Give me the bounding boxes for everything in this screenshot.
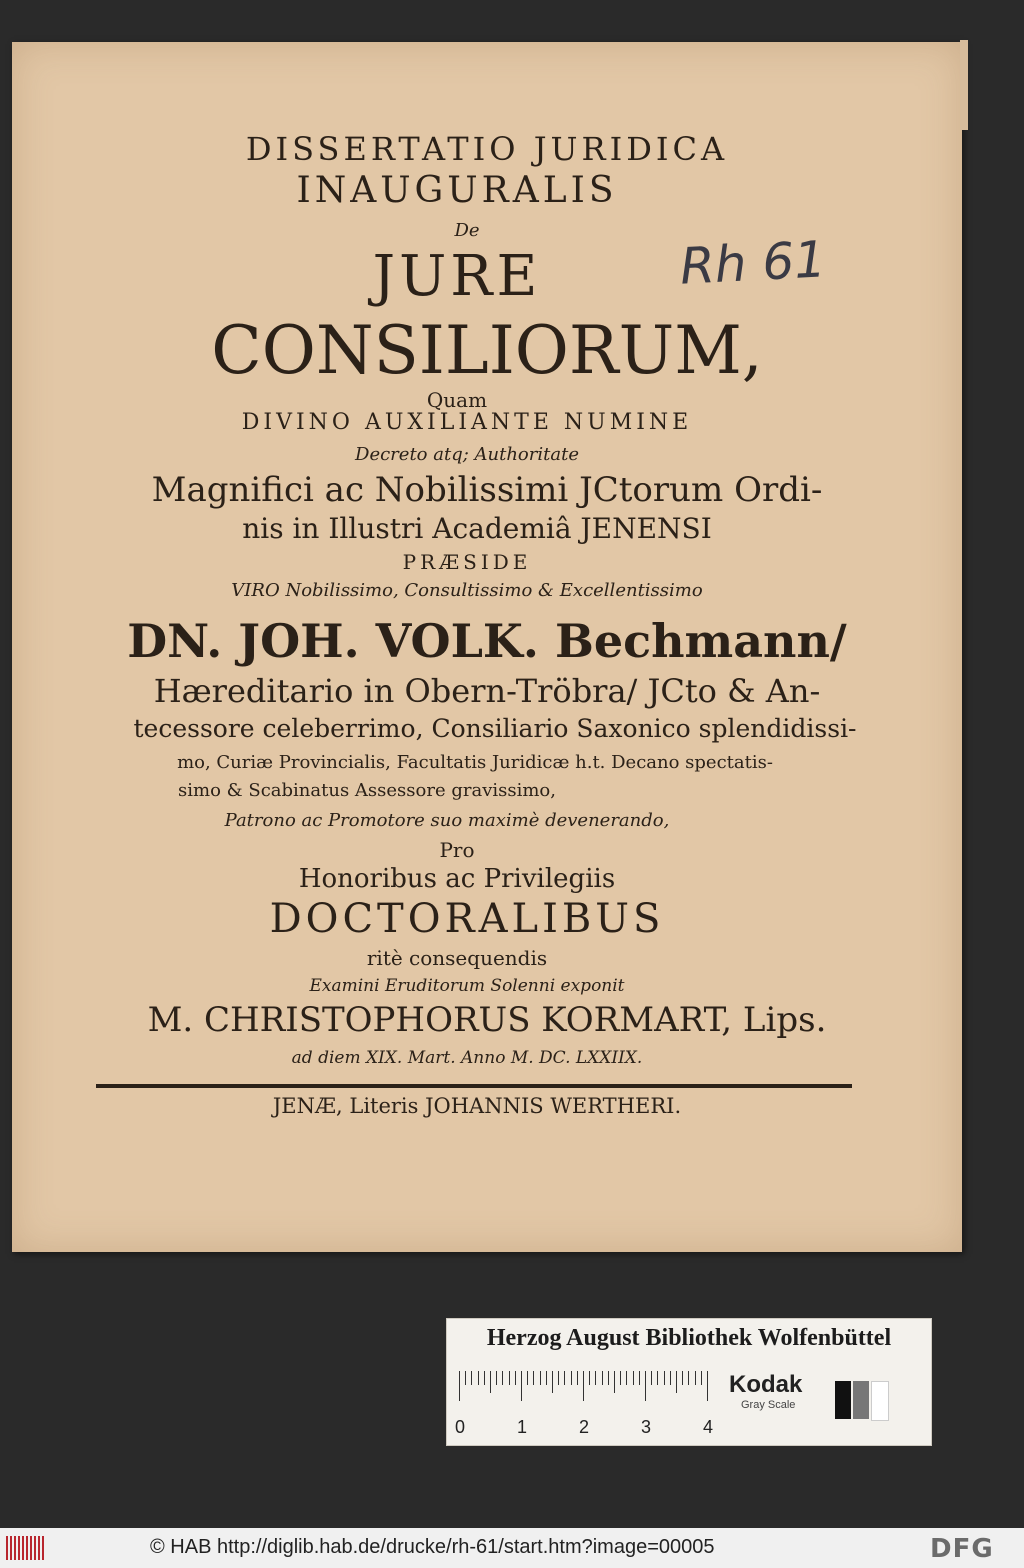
line-decreto: Decreto atq; Authoritate (355, 444, 579, 465)
ruler-tick (676, 1371, 677, 1393)
horizontal-rule (96, 1084, 852, 1088)
ruler-tick (496, 1371, 497, 1385)
line-scabinatus: simo & Scabinatus Assessore gravissimo, (178, 780, 556, 801)
barcode-icon (6, 1536, 46, 1560)
line-haereditario: Hæreditario in Obern-Tröbra/ JCto & An- (153, 672, 821, 710)
ruler-tick (645, 1371, 646, 1401)
ruler-tick (664, 1371, 665, 1385)
line-quam: Quam (426, 388, 488, 412)
line-bechmann: DN. JOH. VOLK. Bechmann/ (127, 614, 847, 668)
ruler-tick (626, 1371, 627, 1385)
library-name: Herzog August Bibliothek Wolfenbüttel (486, 1325, 892, 1351)
line-patrono: Patrono ac Promotore suo maximè devenerando, (224, 810, 670, 831)
line-academia: nis in Illustri Academiâ JENENSI (242, 512, 712, 545)
title-consiliorum: CONSILIORUM, (211, 312, 763, 389)
ruler-tick (701, 1371, 702, 1385)
swatch-white (871, 1381, 889, 1421)
line-praeside: PRÆSIDE (402, 550, 532, 574)
ruler-tick (558, 1371, 559, 1385)
library-color-card (446, 1318, 932, 1446)
ruler-tick (682, 1371, 683, 1385)
ruler-number: 0 (455, 1417, 466, 1437)
ruler-number: 1 (517, 1417, 528, 1437)
ruler-tick (633, 1371, 634, 1385)
ruler-tick (688, 1371, 689, 1385)
ruler-tick (502, 1371, 503, 1385)
line-honoribus: Honoribus ac Privilegiis (298, 864, 616, 894)
swatch-gray (853, 1381, 869, 1419)
page-edge (960, 40, 968, 130)
ruler-tick (527, 1371, 528, 1385)
scanned-page (12, 42, 962, 1252)
title-de: De (454, 220, 480, 241)
line-divino: DIVINO AUXILIANTE NUMINE (241, 410, 693, 435)
ruler-tick (490, 1371, 491, 1393)
ruler-tick (471, 1371, 472, 1385)
line-doctoralibus: DOCTORALIBUS (269, 896, 665, 942)
gray-scale-label: Gray Scale (741, 1399, 796, 1411)
ruler-number: 3 (641, 1417, 652, 1437)
ruler-tick (583, 1371, 584, 1401)
line-date: ad diem XIX. Mart. Anno M. DC. LXXIIX. (291, 1048, 643, 1068)
line-magnifici: Magnifici ac Nobilissimi JCtorum Ordi- (151, 470, 823, 510)
ruler-tick (478, 1371, 479, 1385)
line-antecessore: tecessore celeberrimo, Consiliario Saxonico splendidissi- (133, 714, 857, 743)
line-pro: Pro (439, 838, 475, 862)
line-curiae: mo, Curiæ Provincialis, Facultatis Juridicæ h.t. Decano spectatis- (177, 752, 773, 773)
line-rite: ritè consequendis (366, 946, 548, 970)
line-imprint: JENÆ, Literis JOHANNIS WERTHERI. (272, 1094, 682, 1118)
footer-bar (0, 1528, 1024, 1568)
handwritten-shelfmark: Rh 61 (678, 230, 828, 296)
line-examini: Examini Eruditorum Solenni exponit (309, 976, 625, 996)
ruler-tick (521, 1371, 522, 1401)
ruler-tick (670, 1371, 671, 1385)
ruler-tick (571, 1371, 572, 1385)
kodak-logo: Kodak (729, 1371, 803, 1398)
ruler-tick (639, 1371, 640, 1385)
dfg-logo: DFG (930, 1534, 994, 1564)
ruler-number: 4 (703, 1417, 714, 1437)
ruler-tick (533, 1371, 534, 1385)
title-jure: JURE (372, 244, 542, 309)
ruler-tick (509, 1371, 510, 1385)
copyright-url: © HAB http://diglib.hab.de/drucke/rh-61/start.htm?image=00005 (150, 1536, 715, 1558)
ruler-tick (608, 1371, 609, 1385)
ruler-tick (602, 1371, 603, 1385)
ruler-tick (459, 1371, 460, 1401)
ruler-tick (546, 1371, 547, 1385)
ruler-tick (484, 1371, 485, 1385)
ruler-tick (707, 1371, 708, 1401)
ruler-tick (595, 1371, 596, 1385)
scale-ruler (455, 1371, 721, 1437)
ruler-tick (695, 1371, 696, 1385)
ruler-tick (540, 1371, 541, 1385)
ruler-tick (577, 1371, 578, 1385)
ruler-number: 2 (579, 1417, 590, 1437)
ruler-tick (552, 1371, 553, 1393)
ruler-tick (657, 1371, 658, 1385)
ruler-tick (465, 1371, 466, 1385)
title-line-2: INAUGURALIS (296, 170, 618, 211)
line-viro: VIRO Nobilissimo, Consultissimo & Excellentissimo (231, 580, 703, 601)
ruler-tick (620, 1371, 621, 1385)
ruler-tick (515, 1371, 516, 1385)
ruler-tick (614, 1371, 615, 1393)
ruler-tick (589, 1371, 590, 1385)
ruler-tick (651, 1371, 652, 1385)
ruler-tick (564, 1371, 565, 1385)
line-kormart: M. CHRISTOPHORUS KORMART, Lips. (147, 1000, 827, 1040)
title-line-1: DISSERTATIO JURIDICA (245, 130, 729, 168)
swatch-black (835, 1381, 851, 1419)
